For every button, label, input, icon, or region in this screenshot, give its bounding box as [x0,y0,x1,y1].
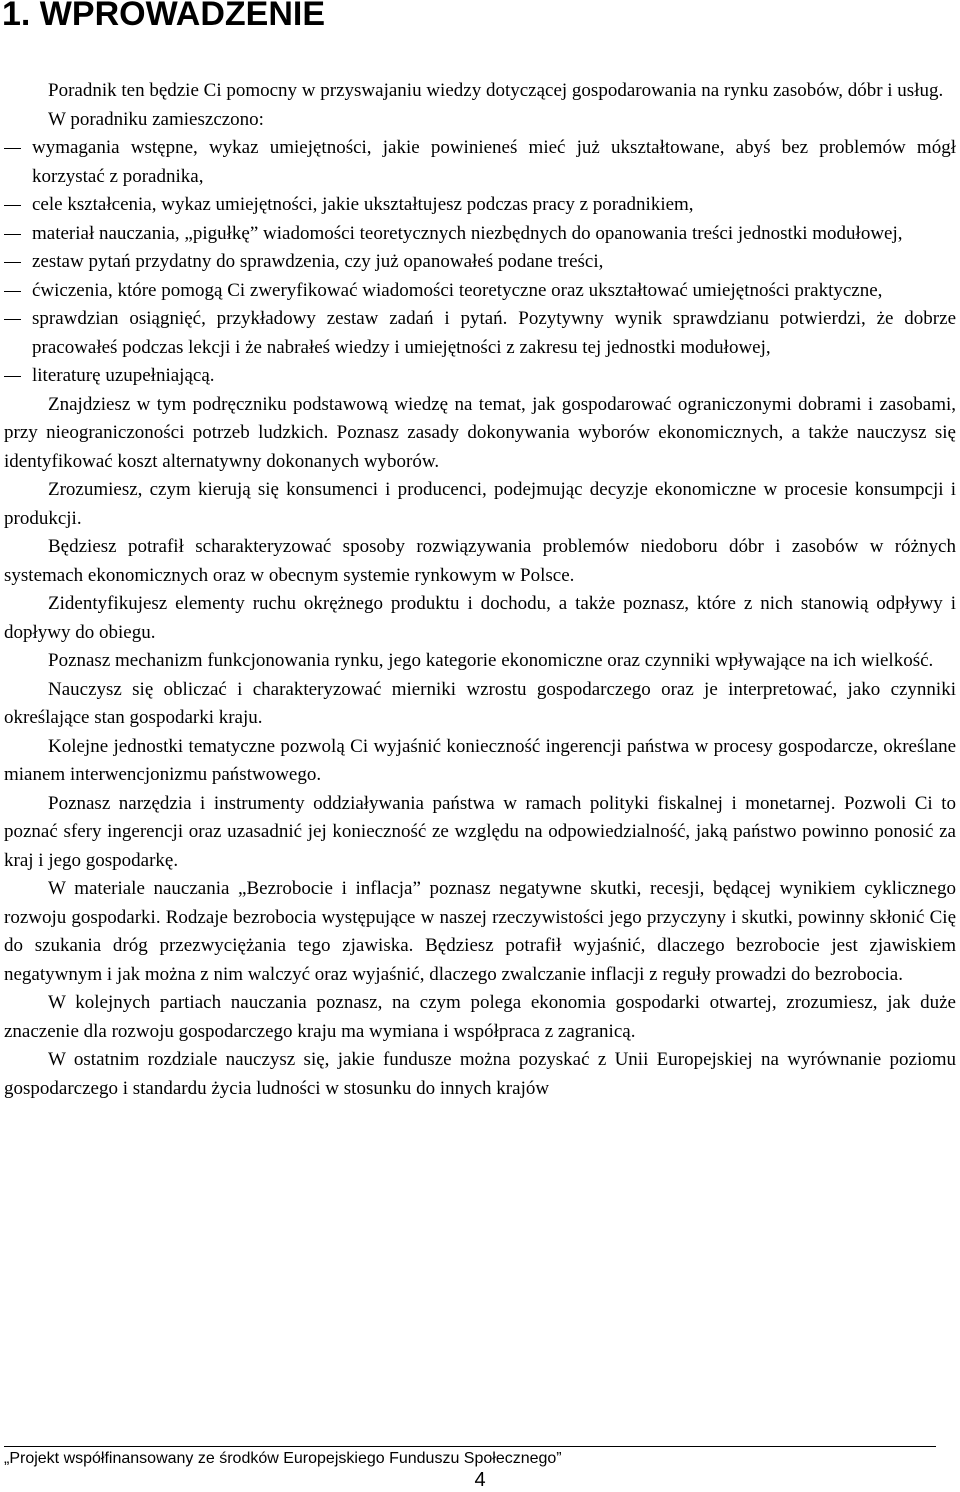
paragraph: Kolejne jednostki tematyczne pozwolą Ci wyjaśnić konieczność ingerencji państwa w procesy gospodarcze, określane mianem interwencjonizmu państwowego. [4,735,956,785]
intro-paragraph: Poradnik ten będzie Ci pomocny w przyswajaniu wiedzy dotyczącej gospodarowania na rynku zasobów, dóbr i usług. [48,80,944,101]
paragraph: Zrozumiesz, czym kierują się konsumenci i producenci, podejmując decyzje ekonomiczne w procesie konsumpcji i produkcji. [4,479,956,529]
paragraph: Nauczysz się obliczać i charakteryzować mierniki wzrostu gospodarczego oraz je interpretować, jako czynniki określające stan gospodarki kraju. [4,678,956,728]
list-item: wymagania wstępne, wykaz umiejętności, jakie powinieneś mieć już ukształtowane, abyś bez problemów mógł korzystać z poradnika, [32,137,956,187]
paragraph: Poznasz narzędzia i instrumenty oddziaływania państwa w ramach polityki fiskalnej i monetarnej. Pozwoli Ci to poznać sfery ingerencji oraz uzasadnić jej konieczność ze względu na odpowiedzialność, jaką państwo powinno ponosić za kraj i jego gospodarkę. [4,792,956,871]
paragraph: Będziesz potrafił scharakteryzować sposoby rozwiązywania problemów niedoboru dóbr i zasobów w różnych systemach ekonomicznych oraz w obecnym systemie rynkowym w Polsce. [4,536,956,586]
section-heading: 1. WPROWADZENIE [2,0,326,33]
paragraph: Zidentyfikujesz elementy ruchu okrężnego produktu i dochodu, a także poznasz, które z nich stanowią odpływy i dopływy do obiegu. [4,593,956,643]
list-item: zestaw pytań przydatny do sprawdzenia, czy już opanowałeś podane treści, [32,251,604,272]
list-item: sprawdzian osiągnięć, przykładowy zestaw zadań i pytań. Pozytywny wynik sprawdzianu potwierdzi, że dobrze pracowałeś podczas lekcji i że nabrałeś wiedzy i umiejętności z zakresu tej jednostki modułowej, [32,308,956,358]
footer-project-note: „Projekt współfinansowany ze środków Europejskiego Funduszu Społecznego” [4,1450,562,1467]
paragraph: W ostatnim rozdziale nauczysz się, jakie fundusze można pozyskać z Unii Europejskiej na wyrównanie poziomu gospodarczego i standardu życia ludności w stosunku do innych krajów [4,1049,956,1099]
intro-list-lead: W poradniku zamieszczono: [48,108,264,130]
list-item: ćwiczenia, które pomogą Ci zweryfikować wiadomości teoretyczne oraz ukształtować umiejętności praktyczne, [32,279,883,301]
paragraph: Poznasz mechanizm funkcjonowania rynku, jego kategorie ekonomiczne oraz czynniki wpływające na ich wielkość. [48,650,934,671]
list-item: cele kształcenia, wykaz umiejętności, jakie ukształtujesz podczas pracy z poradnikiem, [32,194,694,215]
footer-divider [4,1446,936,1447]
paragraph: Znajdziesz w tym podręczniku podstawową wiedzę na temat, jak gospodarować ograniczonymi dobrami i zasobami, przy nieograniczoności potrzeb ludzkich. Poznasz zasady dokonywania wyborów ekonomicznych, a także nauczysz się identyfikować koszt alternatywny dokonanych wyborów. [4,393,956,472]
list-item: literaturę uzupełniającą. [32,365,215,386]
paragraph: W kolejnych partiach nauczania poznasz, na czym polega ekonomia gospodarki otwartej, zrozumiesz, jak duże znaczenie dla rozwoju gospodarczego kraju ma wymiana i współpraca z zagranicą. [4,992,956,1042]
page-number: 4 [474,1469,486,1491]
contents-list [4,134,956,391]
list-item: materiał nauczania, „pigułkę” wiadomości teoretycznych niezbędnych do opanowania treści jednostki modułowej, [32,222,903,244]
paragraph: W materiale nauczania „Bezrobocie i inflacja” poznasz negatywne skutki, recesji, będącej wynikiem cyklicznego rozwoju gospodarki. Rodzaje bezrobocia występujące w naszej rzeczywistości jego przyczyny i skutki, powinny skłonić Cię do szukania dróg przezwyciężania tego zjawiska. Będziesz potrafił wyjaśnić, dlaczego bezrobocie jest zjawiskiem negatywnym i jak można z nim walczyć oraz wyjaśnić, dlaczego zwalczanie inflacji z reguły prowadzi do bezrobocia. [4,878,956,985]
body-text [4,77,956,1103]
